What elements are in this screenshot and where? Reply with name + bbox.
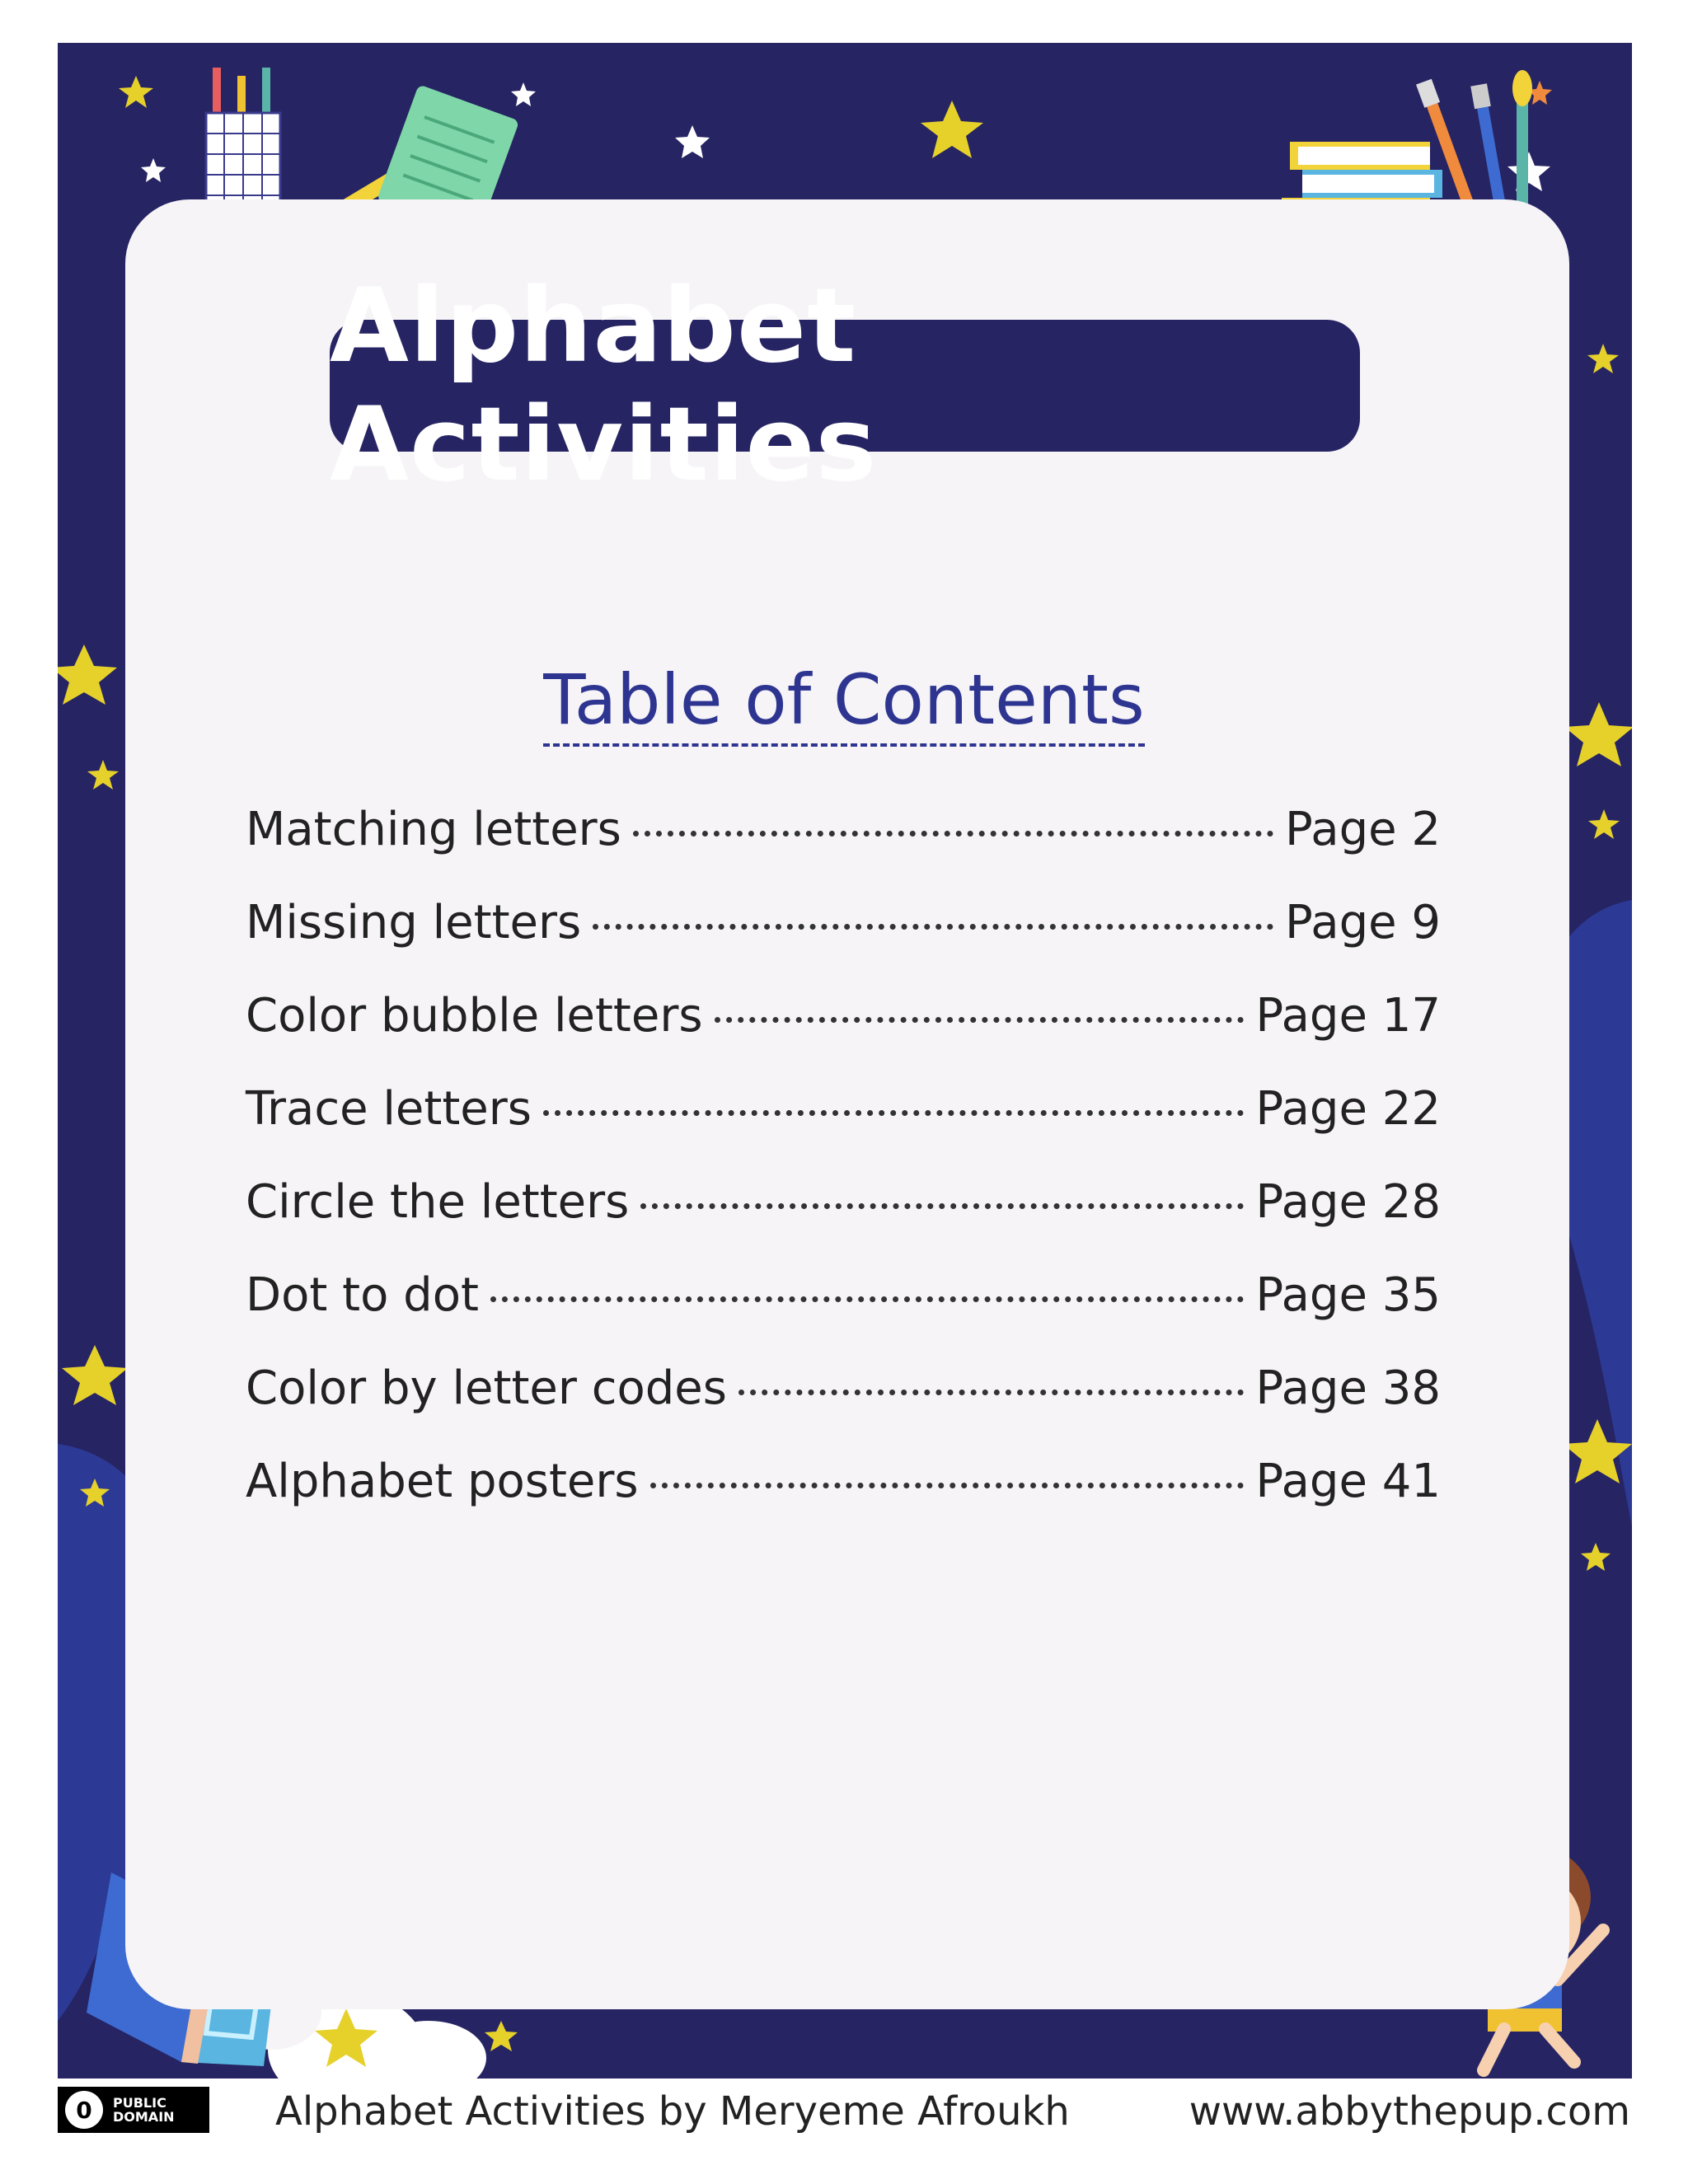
dot-leader xyxy=(490,1296,1244,1302)
title-banner xyxy=(330,267,1360,504)
toc-heading xyxy=(0,659,1688,747)
toc-row xyxy=(246,1268,1441,1361)
toc-item-page: Page 22 xyxy=(1255,1082,1441,1136)
star-icon xyxy=(141,158,166,182)
toc-row xyxy=(246,1361,1441,1455)
toc-item-page: Page 2 xyxy=(1285,803,1441,856)
pencil-icon xyxy=(262,68,270,117)
dot-leader xyxy=(650,1483,1245,1488)
dot-leader xyxy=(715,1017,1245,1023)
star-icon xyxy=(675,125,710,158)
toc-item-page: Page 35 xyxy=(1255,1268,1441,1322)
toc-row xyxy=(246,989,1441,1082)
toc-row xyxy=(246,1175,1441,1268)
public-domain-text: PUBLIC DOMAIN xyxy=(113,2095,175,2125)
toc-item-label: Color bubble letters xyxy=(246,989,703,1043)
toc-item-page: Page 38 xyxy=(1255,1361,1441,1415)
page-title: Alphabet Activities xyxy=(330,267,878,504)
toc-item-page: Page 17 xyxy=(1255,989,1441,1043)
toc-row xyxy=(246,1455,1441,1548)
public-domain-icon: 0 xyxy=(65,2091,103,2129)
toc-row xyxy=(246,896,1441,989)
dot-leader xyxy=(543,1110,1244,1116)
credit-text: Alphabet Activities by Meryeme Afroukh xyxy=(275,2088,1070,2135)
toc-row xyxy=(246,803,1441,896)
star-icon xyxy=(62,1345,128,1405)
toc-heading-text: Table of Contents xyxy=(543,659,1144,747)
star-icon xyxy=(1587,344,1619,373)
dot-leader xyxy=(593,924,1273,930)
toc-item-label: Matching letters xyxy=(246,803,621,856)
star-icon xyxy=(1581,1543,1611,1571)
star-icon xyxy=(87,760,119,790)
toc-item-label: Dot to dot xyxy=(246,1268,479,1322)
pencil-icon xyxy=(213,68,221,117)
website-link[interactable]: www.abbythepup.com xyxy=(1189,2088,1630,2135)
dot-leader xyxy=(633,831,1273,837)
toc-list xyxy=(246,803,1441,1548)
toc-item-label: Circle the letters xyxy=(246,1175,630,1229)
star-icon xyxy=(1588,809,1620,839)
toc-row xyxy=(246,1082,1441,1175)
pencil-icon xyxy=(237,76,246,117)
toc-item-label: Color by letter codes xyxy=(246,1361,727,1415)
public-domain-badge xyxy=(58,2087,209,2133)
toc-item-label: Missing letters xyxy=(246,896,582,949)
star-icon xyxy=(921,101,983,158)
dot-leader xyxy=(640,1203,1244,1209)
toc-item-label: Alphabet posters xyxy=(246,1455,639,1508)
toc-item-page: Page 41 xyxy=(1255,1455,1441,1508)
star-icon xyxy=(119,76,153,108)
toc-item-page: Page 9 xyxy=(1285,896,1441,949)
toc-item-label: Trace letters xyxy=(246,1082,532,1136)
dot-leader xyxy=(738,1390,1244,1395)
toc-item-page: Page 28 xyxy=(1255,1175,1441,1229)
footer xyxy=(0,2083,1688,2141)
